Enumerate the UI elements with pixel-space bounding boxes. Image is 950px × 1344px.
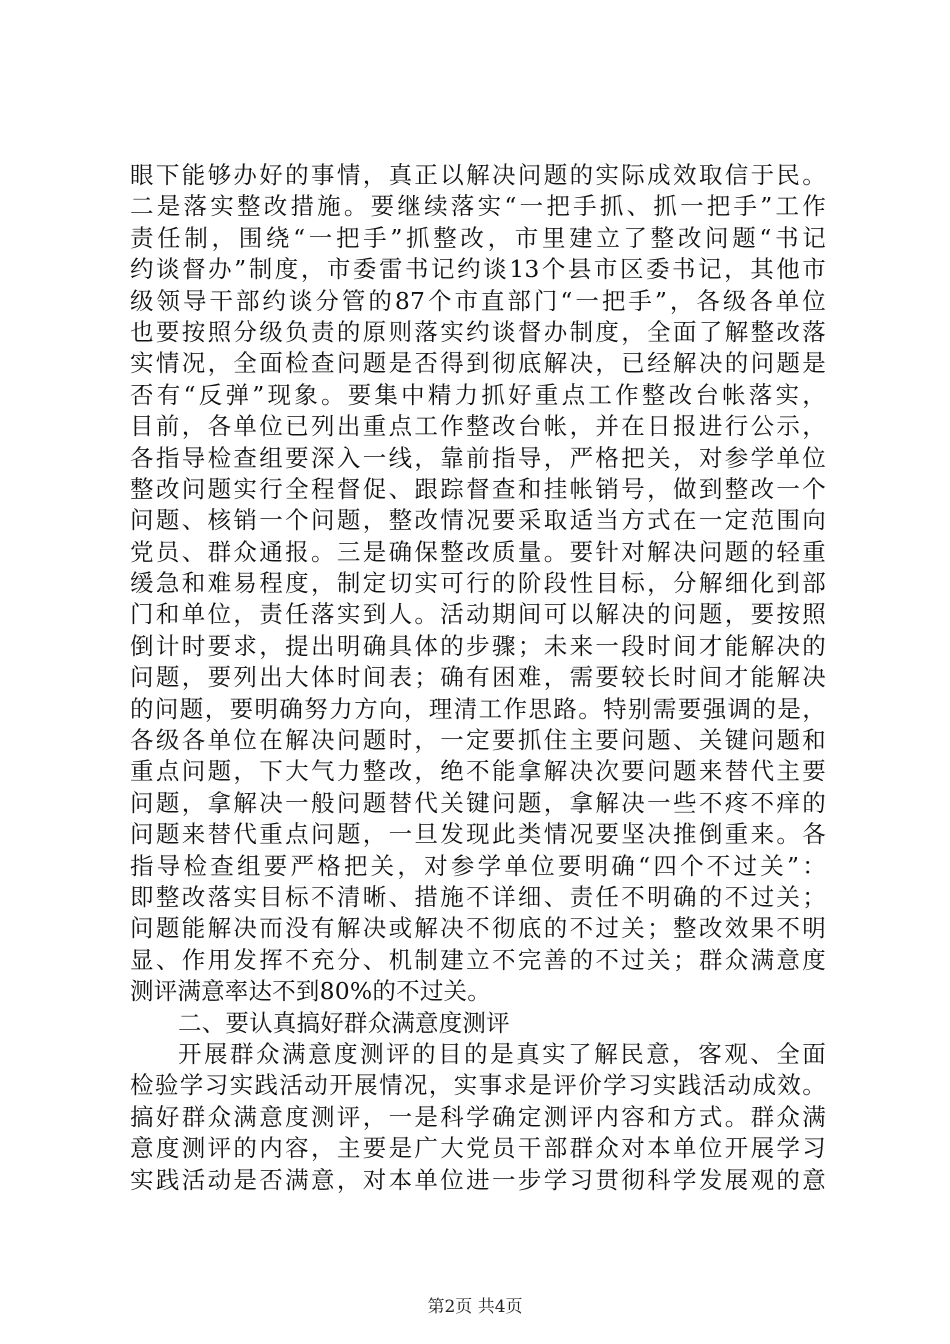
text-line-6: 也要按照分级负责的原则落实约谈督办制度，全面了解整改落 bbox=[130, 317, 826, 346]
text-line-11: 整改问题实行全程督促、跟踪督查和挂帐销号，做到整改一个 bbox=[130, 474, 826, 503]
text-line-33: 实践活动是否满意，对本单位进一步学习贯彻科学发展观的意 bbox=[130, 1165, 826, 1194]
text-line-18: 的问题，要明确努力方向，理清工作思路。特别需要强调的是， bbox=[130, 694, 826, 723]
text-line-8: 否有“反弹”现象。要集中精力抓好重点工作整改台帐落实， bbox=[130, 380, 826, 409]
text-line-19: 各级各单位在解决问题时，一定要抓住主要问题、关键问题和 bbox=[130, 726, 826, 755]
text-line-4: 约谈督办”制度，市委雷书记约谈13个县市区委书记，其他市 bbox=[130, 255, 826, 284]
text-line-5: 级领导干部约谈分管的87个市直部门“一把手”，各级各单位 bbox=[130, 286, 826, 315]
page-footer: 第2页 共4页 bbox=[427, 1297, 523, 1317]
text-line-9: 目前，各单位已列出重点工作整改台帐，并在日报进行公示， bbox=[130, 412, 826, 441]
text-line-22: 问题来替代重点问题，一旦发现此类情况要坚决推倒重来。各 bbox=[130, 820, 826, 849]
text-line-27: 测评满意率达不到80%的不过关。 bbox=[130, 977, 491, 1006]
text-line-3: 责任制，围绕“一把手”抓整改，市里建立了整改问题“书记 bbox=[130, 223, 826, 252]
text-line-2: 二是落实整改措施。要继续落实“一把手抓、抓一把手”工作 bbox=[130, 192, 826, 221]
text-line-14: 缓急和难易程度，制定切实可行的阶段性目标，分解细化到部 bbox=[130, 569, 826, 598]
text-line-24: 即整改落实目标不清晰、措施不详细、责任不明确的不过关； bbox=[130, 882, 826, 911]
text-line-10: 各指导检查组要深入一线，靠前指导，严格把关，对参学单位 bbox=[130, 443, 826, 472]
text-line-16: 倒计时要求，提出明确具体的步骤；未来一段时间才能解决的 bbox=[130, 631, 826, 660]
text-line-32: 意度测评的内容，主要是广大党员干部群众对本单位开展学习 bbox=[130, 1134, 826, 1163]
text-line-29: 开展群众满意度测评的目的是真实了解民意，客观、全面 bbox=[178, 1039, 826, 1068]
text-line-12: 问题、核销一个问题，整改情况要采取适当方式在一定范围向 bbox=[130, 506, 826, 535]
section-heading: 二、要认真搞好群众满意度测评 bbox=[178, 1008, 510, 1037]
text-line-30: 检验学习实践活动开展情况，实事求是评价学习实践活动成效。 bbox=[130, 1071, 826, 1100]
text-line-17: 问题，要列出大体时间表；确有困难，需要较长时间才能解决 bbox=[130, 663, 826, 692]
text-line-7: 实情况，全面检查问题是否得到彻底解决，已经解决的问题是 bbox=[130, 349, 826, 378]
text-line-26: 显、作用发挥不充分、机制建立不完善的不过关；群众满意度 bbox=[130, 945, 826, 974]
document-body bbox=[130, 160, 826, 1196]
text-line-15: 门和单位，责任落实到人。活动期间可以解决的问题，要按照 bbox=[130, 600, 826, 629]
text-line-20: 重点问题，下大气力整改，绝不能拿解决次要问题来替代主要 bbox=[130, 757, 826, 786]
text-line-1: 眼下能够办好的事情，真正以解决问题的实际成效取信于民。 bbox=[130, 161, 826, 189]
text-line-25: 问题能解决而没有解决或解决不彻底的不过关；整改效果不明 bbox=[130, 914, 826, 943]
text-line-21: 问题，拿解决一般问题替代关键问题，拿解决一些不疼不痒的 bbox=[130, 788, 826, 817]
text-line-31: 搞好群众满意度测评，一是科学确定测评内容和方式。群众满 bbox=[130, 1102, 826, 1131]
text-line-23: 指导检查组要严格把关，对参学单位要明确“四个不过关”： bbox=[130, 851, 826, 880]
text-line-13: 党员、群众通报。三是确保整改质量。要针对解决问题的轻重 bbox=[130, 537, 826, 566]
